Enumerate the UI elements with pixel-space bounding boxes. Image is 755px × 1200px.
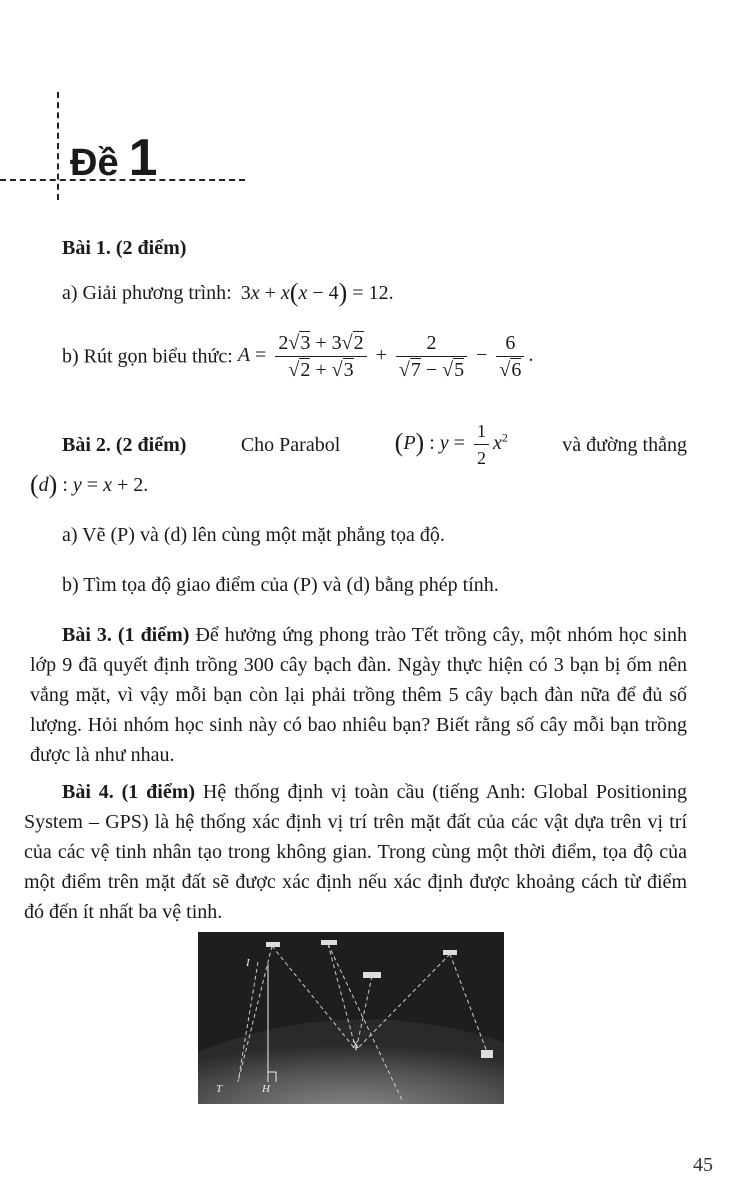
bai2-part-b: b) Tìm tọa độ giao điểm của (P) và (d) bằng phép tính.	[62, 574, 499, 596]
label-X: X	[352, 1040, 360, 1051]
bai3-paragraph: Bài 3. (1 điểm) Để hưởng ứng phong trào Tết trồng cây, một nhóm học sinh lớp 9 đã quyết định trồng 300 cây bạch đàn. Ngày thực hiện có 3 bạn bị ốm nên vắng mặt, vì vậy mỗi bạn còn lại phải trồng thêm 5 cây bạch đàn nữa để đủ số lượng. Hỏi nhóm học sinh này có bao nhiêu bạn? Biết rằng số cây mỗi bạn trồng được là như nhau.	[30, 624, 688, 766]
bai1-heading: Bài 1. (2 điểm)	[62, 237, 187, 259]
bai1-a-equation: 3x + x(x − 4) = 12.	[240, 278, 394, 307]
bai1-b-expression: A = $\frac{2√3 + 3√2}{√2 + √3}$ + $\frac{2}{√7 - √5}$ − $\frac{6}{√6}$ .	[237, 332, 534, 381]
label-H: H	[262, 1083, 270, 1095]
bai1-part-a	[62, 278, 687, 308]
label-I: I	[246, 957, 250, 969]
bai2-line1: Bài 2. (2 điểm) Cho Parabol (P) : y = $\frac{1}{2}$ $x^2$ và đường thẳng	[62, 418, 687, 471]
gps-satellite-image	[198, 932, 504, 1104]
fraction-2: $\frac{2}{√7 - √5}$	[396, 330, 467, 383]
bai1-b-prefix: b) Rút gọn biểu thức:	[62, 345, 233, 368]
exam-title	[70, 128, 158, 188]
fraction-3: $\frac{6}{√6}$	[496, 330, 524, 383]
bai1-part-b	[62, 330, 687, 383]
header-vertical-dashed-line	[57, 92, 59, 200]
bai2-line-equation: (d) : y = x + 2.	[30, 470, 149, 499]
bai2-part-a: a) Vẽ (P) và (d) lên cùng một mặt phẳng tọa độ.	[62, 524, 445, 546]
bai2-parabol-equation: (P) : y = $\frac{1}{2}$ $x^2$	[395, 418, 508, 471]
exam-title-number: 1	[128, 129, 158, 187]
bai4-paragraph: Bài 4. (1 điểm) Hệ thống định vị toàn cầu (tiếng Anh: Global Positioning System – GPS) là hệ thống xác định vị trí trên mặt đất của các vật dựa trên vị trí của các vệ tinh nhân tạo trong không gian. Trong cùng một thời điểm, tọa độ của một điểm trên mặt đất sẽ được xác định nếu xác định được khoảng cách từ điểm đó đến ít nhất ba vệ tinh.	[24, 781, 688, 923]
label-T: T	[216, 1083, 223, 1095]
fraction-1: $\frac{2√3 + 3√2}{√2 + √3}$	[275, 330, 366, 383]
exam-title-word: Đề	[70, 142, 119, 184]
bai1-a-prefix: a) Giải phương trình:	[62, 282, 232, 304]
page-number: 45	[693, 1154, 713, 1176]
